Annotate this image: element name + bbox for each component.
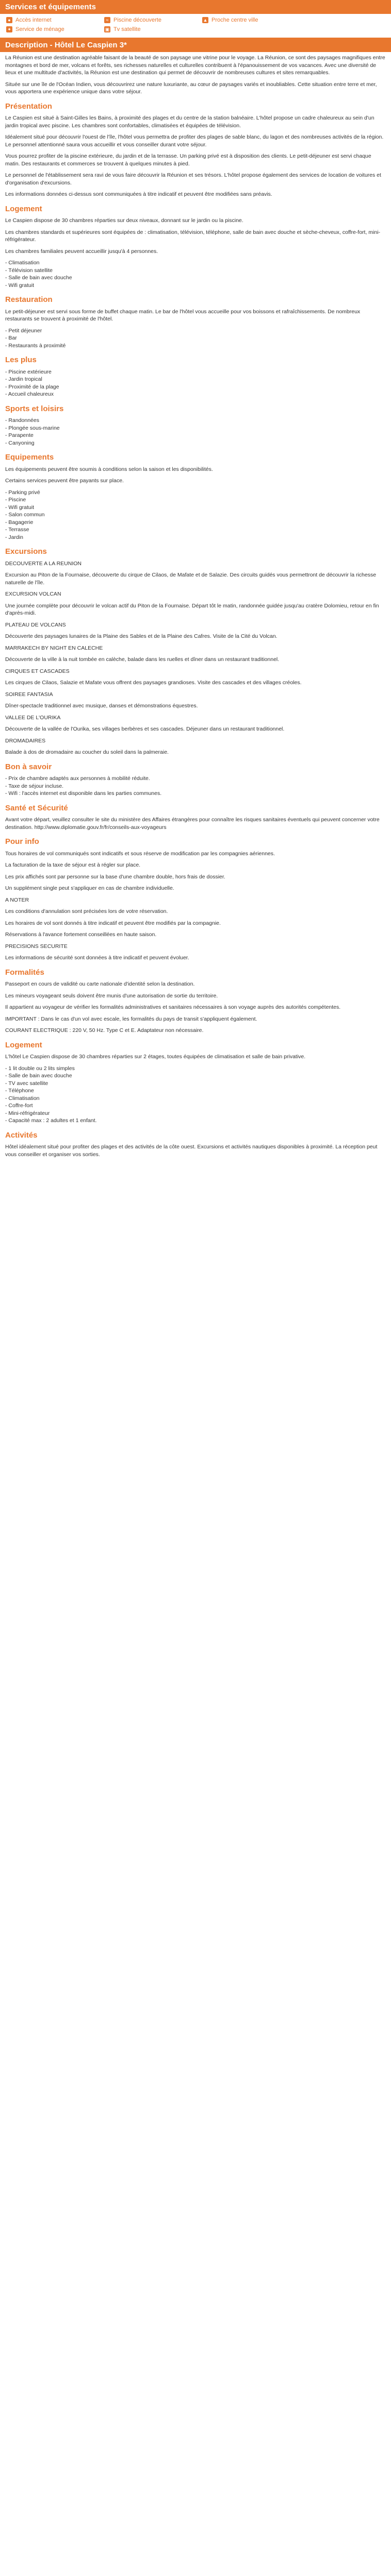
list-item: - Bar (5, 335, 17, 341)
section-paragraph: Passeport en cours de validité ou carte nationale d'identité selon la destination. (5, 981, 195, 987)
section-paragraph: Excursion au Piton de la Fournaise, découverte du cirque de Cilaos, de Mafate et de Salazie. Des circuits guidés vous permettront de découvrir la richesse naturelle de l'île. (5, 572, 377, 586)
list-item: - Climatisation (5, 1095, 40, 1101)
section-paragraph: Balade à dos de dromadaire au coucher du soleil dans la palmeraie. (5, 749, 169, 755)
list-item: - Randonnées (5, 417, 39, 423)
section-list (5, 1065, 386, 1125)
list-item: - Salle de bain avec douche (5, 275, 72, 281)
section (5, 838, 386, 962)
section (5, 805, 386, 832)
service-item: ▲ Proche centre ville (203, 17, 258, 23)
section-paragraph: Les conditions d'annulation sont précisées lors de votre réservation. (5, 908, 168, 914)
list-item: - Prix de chambre adaptés aux personnes à mobilité réduite. (5, 775, 150, 782)
tv-icon: ▣ (105, 27, 110, 32)
section-title: Présentation (5, 101, 52, 111)
list-item: - Canyoning (5, 439, 35, 446)
section-paragraph: Les chambres familiales peuvent accueillir jusqu'à 4 personnes. (5, 248, 158, 255)
section (5, 357, 386, 398)
section-list (5, 368, 386, 398)
section (5, 103, 386, 198)
section-paragraph: Le petit-déjeuner est servi sous forme de buffet chaque matin. Le bar de l'hôtel vous accueille pour vos boissons et rafraîchissements. De nombreux restaurants se trouvent à proximité de l'hôtel. (5, 308, 361, 322)
list-item: - Climatisation (5, 260, 40, 266)
section-paragraph: Avant votre départ, veuillez consulter le site du ministère des Affaires étrangères pour connaître les risques sanitaires éventuels qui peuvent concerner votre destination. http://www.diplomatie.gouv.fr/fr/conseils-aux-voyageurs (5, 817, 380, 831)
section-paragraph: SOIREE FANTASIA (5, 691, 53, 698)
section-paragraph: L'hôtel Le Caspien dispose de 30 chambres réparties sur 2 étages, toutes équipées de climatisation et salle de bain privative. (5, 1054, 306, 1060)
service-item: ▣ Tv satellite (105, 26, 141, 32)
section-paragraph: Réservations à l'avance fortement conseillées en haute saison. (5, 931, 157, 938)
section-paragraph: Située sur une île de l'Océan Indien, vous découvrirez une nature luxuriante, au cœur de paysages variés et inoubliables. Cette situation entre terre et mer, vous apportera une expérience unique dans votre séjour. (5, 81, 377, 95)
description-content (0, 52, 391, 1158)
section-title: Bon à savoir (5, 762, 52, 771)
section-paragraph: Idéalement situé pour découvrir l'ouest de l'île, l'hôtel vous permettra de profiter des plages de sable blanc, du lagon et des nombreuses activités de la région. Le personnel attentionné saura vous accueillir et vous conseiller durant votre séjour. (5, 134, 384, 148)
section-paragraph: Vous pourrez profiter de la piscine extérieure, du jardin et de la terrasse. Un parking privé est à disposition des clients. Le petit-déjeuner est servi chaque matin. Des restaurants et commerces se trouvent à quelques minutes à pied. (5, 153, 371, 167)
section-list (5, 775, 386, 798)
list-item: - Salon commun (5, 512, 45, 518)
section-paragraph: COURANT ELECTRIQUE : 220 V, 50 Hz. Type C et E. Adaptateur non nécessaire. (5, 1027, 204, 1033)
section-paragraph: MARRAKECH BY NIGHT EN CALECHE (5, 645, 103, 651)
section-paragraph: Un supplément single peut s'appliquer en cas de chambre individuelle. (5, 885, 174, 891)
list-item: - Wifi : l'accès internet est disponible dans les parties communes. (5, 790, 162, 796)
list-item: - Plongée sous-marine (5, 425, 60, 431)
section-paragraph: IMPORTANT : Dans le cas d'un vol avec escale, les formalités du pays de transit s'appliquent également. (5, 1015, 257, 1022)
section-paragraph: PRECISIONS SECURITE (5, 943, 68, 950)
description-header (0, 38, 391, 52)
section-paragraph: Les chambres standards et supérieures sont équipées de : climatisation, télévision, téléphone, salle de bain avec douche et sèche-cheveux, coffre-fort, mini-réfrigérateur. (5, 229, 381, 243)
list-item: - Wifi gratuit (5, 282, 35, 289)
section-paragraph: Dîner-spectacle traditionnel avec musique, danses et démonstrations équestres. (5, 703, 198, 709)
cleaning-icon: ✦ (6, 26, 12, 32)
page (0, 0, 391, 1158)
section-paragraph: Le personnel de l'établissement sera ravi de vous faire découvrir la Réunion et ses trésors. L'hôtel propose également des services de location de voitures et d'organisation d'excursions. (5, 172, 381, 186)
section-paragraph: Il appartient au voyageur de vérifier les formalités administratives et sanitaires nécessaires à son voyage auprès des autorités compétentes. (5, 1004, 341, 1010)
section (5, 764, 386, 798)
section-title: Activités (5, 1130, 38, 1140)
list-item: - Piscine extérieure (5, 368, 52, 375)
section-paragraph: Hôtel idéalement situé pour profiter des plages et des activités de la côte ouest. Excursions et activités nautiques disponibles à proximité. La réception peut vous conseiller et organiser vos sorties. (5, 1144, 378, 1158)
section-list (5, 259, 386, 289)
list-item: - 1 lit double ou 2 lits simples (5, 1065, 75, 1072)
section-list (5, 489, 386, 541)
section (5, 405, 386, 447)
section-list (5, 417, 386, 447)
section-title: Sports et loisirs (5, 404, 64, 413)
list-item: - Wifi gratuit (5, 504, 35, 511)
list-item: - Parapente (5, 432, 34, 438)
section (5, 296, 386, 349)
section-paragraph: Les informations données ci-dessus sont communiquées à titre indicatif et peuvent être modifiées sans préavis. (5, 191, 272, 197)
services-title: Services et équipements (5, 3, 96, 11)
list-item: - Parking privé (5, 489, 40, 496)
section-title: Santé et Sécurité (5, 803, 68, 812)
section-paragraph: Les horaires de vol sont donnés à titre indicatif et peuvent être modifiés par la compagnie. (5, 920, 221, 926)
section-title: Logement (5, 204, 42, 213)
section-title: Les plus (5, 355, 37, 364)
list-item: - Capacité max : 2 adultes et 1 enfant. (5, 1117, 97, 1124)
list-item: - Proximité de la plage (5, 383, 59, 390)
section-paragraph: Les informations de sécurité sont données à titre indicatif et peuvent évoluer. (5, 955, 189, 961)
section-list (5, 327, 386, 350)
section-paragraph: Découverte des paysages lunaires de la Plaine des Sables et de la Plaine des Cafres. Visite de la Cité du Volcan. (5, 633, 278, 639)
section-paragraph: Découverte de la ville à la nuit tombée en calèche, balade dans les ruelles et dîner dans un restaurant traditionnel. (5, 656, 280, 663)
list-item: - Restaurants à proximité (5, 342, 66, 349)
beach-icon: ▲ (203, 18, 208, 23)
section-title: Formalités (5, 968, 44, 977)
section (5, 54, 386, 96)
list-item: - Salle de bain avec douche (5, 1073, 72, 1079)
section-paragraph: Les cirques de Cilaos, Salazie et Mafate vous offrent des paysages grandioses. Visite des cascades et des villages créoles. (5, 680, 302, 686)
list-item: - Jardin (5, 534, 24, 540)
section-paragraph: DECOUVERTE A LA REUNION (5, 560, 82, 567)
section-paragraph: PLATEAU DE VOLCANS (5, 621, 66, 628)
section (5, 1132, 386, 1159)
section-paragraph: Les mineurs voyageant seuls doivent être munis d'une autorisation de sortie du territoire. (5, 992, 218, 999)
list-item: - Téléphone (5, 1088, 34, 1094)
section-paragraph: Le Caspien est situé à Saint-Gilles les Bains, à proximité des plages et du centre de la station balnéaire. L'hôtel propose un cadre chaleureux au sein d'un jardin tropical avec piscine. Les chambres sont confortables, climatisées et équipées de télévision. (5, 115, 374, 129)
section-paragraph: DROMADAIRES (5, 737, 46, 744)
section-paragraph: Le Caspien dispose de 30 chambres réparties sur deux niveaux, donnant sur le jardin ou la piscine. (5, 217, 243, 224)
section-paragraph: La facturation de la taxe de séjour est à régler sur place. (5, 862, 141, 868)
list-item: - Coffre-fort (5, 1103, 33, 1109)
section (5, 548, 386, 756)
pool-icon: ≈ (104, 17, 110, 23)
service-item: ≈ Piscine découverte (104, 17, 202, 23)
section-title: Pour info (5, 837, 39, 846)
accessibility-icon: ● (6, 17, 12, 23)
section-paragraph: Les prix affichés sont par personne sur la base d'une chambre double, hors frais de dossier. (5, 873, 225, 880)
services-grid (0, 14, 391, 36)
section-title: Excursions (5, 547, 47, 556)
section-paragraph: Tous horaires de vol communiqués sont indicatifs et sous réserve de modification par les compagnies aériennes. (5, 850, 275, 857)
section-paragraph: A NOTER (5, 896, 29, 903)
list-item: - Petit déjeuner (5, 327, 42, 334)
section-paragraph: Une journée complète pour découvrir le volcan actif du Piton de la Fournaise. Départ tôt le matin, randonnée guidée jusqu'au cratère Dolomieu, retour en fin d'après-midi. (5, 602, 379, 616)
section-paragraph: VALLEE DE L'OURIKA (5, 714, 61, 721)
service-item: ✦ Service de ménage (6, 26, 104, 32)
list-item: - Taxe de séjour incluse. (5, 783, 64, 789)
section-paragraph: CIRQUES ET CASCADES (5, 668, 70, 674)
section-paragraph: Les équipements peuvent être soumis à conditions selon la saison et les disponibilités. (5, 466, 213, 472)
list-item: - Accueil chaleureux (5, 391, 54, 397)
list-item: - Télévision satellite (5, 267, 53, 274)
section-title: Restauration (5, 295, 53, 304)
section-paragraph: La Réunion est une destination agréable faisant de la beauté de son paysage une vitrine pour le voyage. La Réunion, ce sont des paysages magnifiques entre montagnes et bord de mer, volcans et forêts, ses richesses naturelles et culturelles contribuent à l'épanouissement de vos vacances. Avec une diversité de lieux et une multitude d'activités, la Réunion est une destination qui permet de découvrir de nombreuses cultures et sites remarquables. (5, 55, 385, 76)
section-title: Equipements (5, 453, 54, 462)
section-paragraph: Découverte de la vallée de l'Ourika, ses villages berbères et ses cascades. Déjeuner dans un restaurant traditionnel. (5, 726, 285, 732)
section (5, 454, 386, 541)
services-header (0, 0, 391, 14)
list-item: - TV avec satellite (5, 1080, 48, 1087)
section-title: Logement (5, 1040, 42, 1049)
list-item: - Bagagerie (5, 519, 34, 526)
description-title: Description - Hôtel Le Caspien 3* (5, 40, 127, 49)
section (5, 969, 386, 1035)
list-item: - Mini-réfrigérateur (5, 1110, 50, 1116)
section-paragraph: Certains services peuvent être payants sur place. (5, 478, 124, 484)
section (5, 1042, 386, 1125)
list-item: - Terrasse (5, 527, 29, 533)
list-item: - Jardin tropical (5, 376, 42, 382)
section (5, 206, 386, 290)
section-paragraph: EXCURSION VOLCAN (5, 591, 61, 597)
list-item: - Piscine (5, 497, 26, 503)
service-item: ● Accès internet (6, 17, 104, 23)
